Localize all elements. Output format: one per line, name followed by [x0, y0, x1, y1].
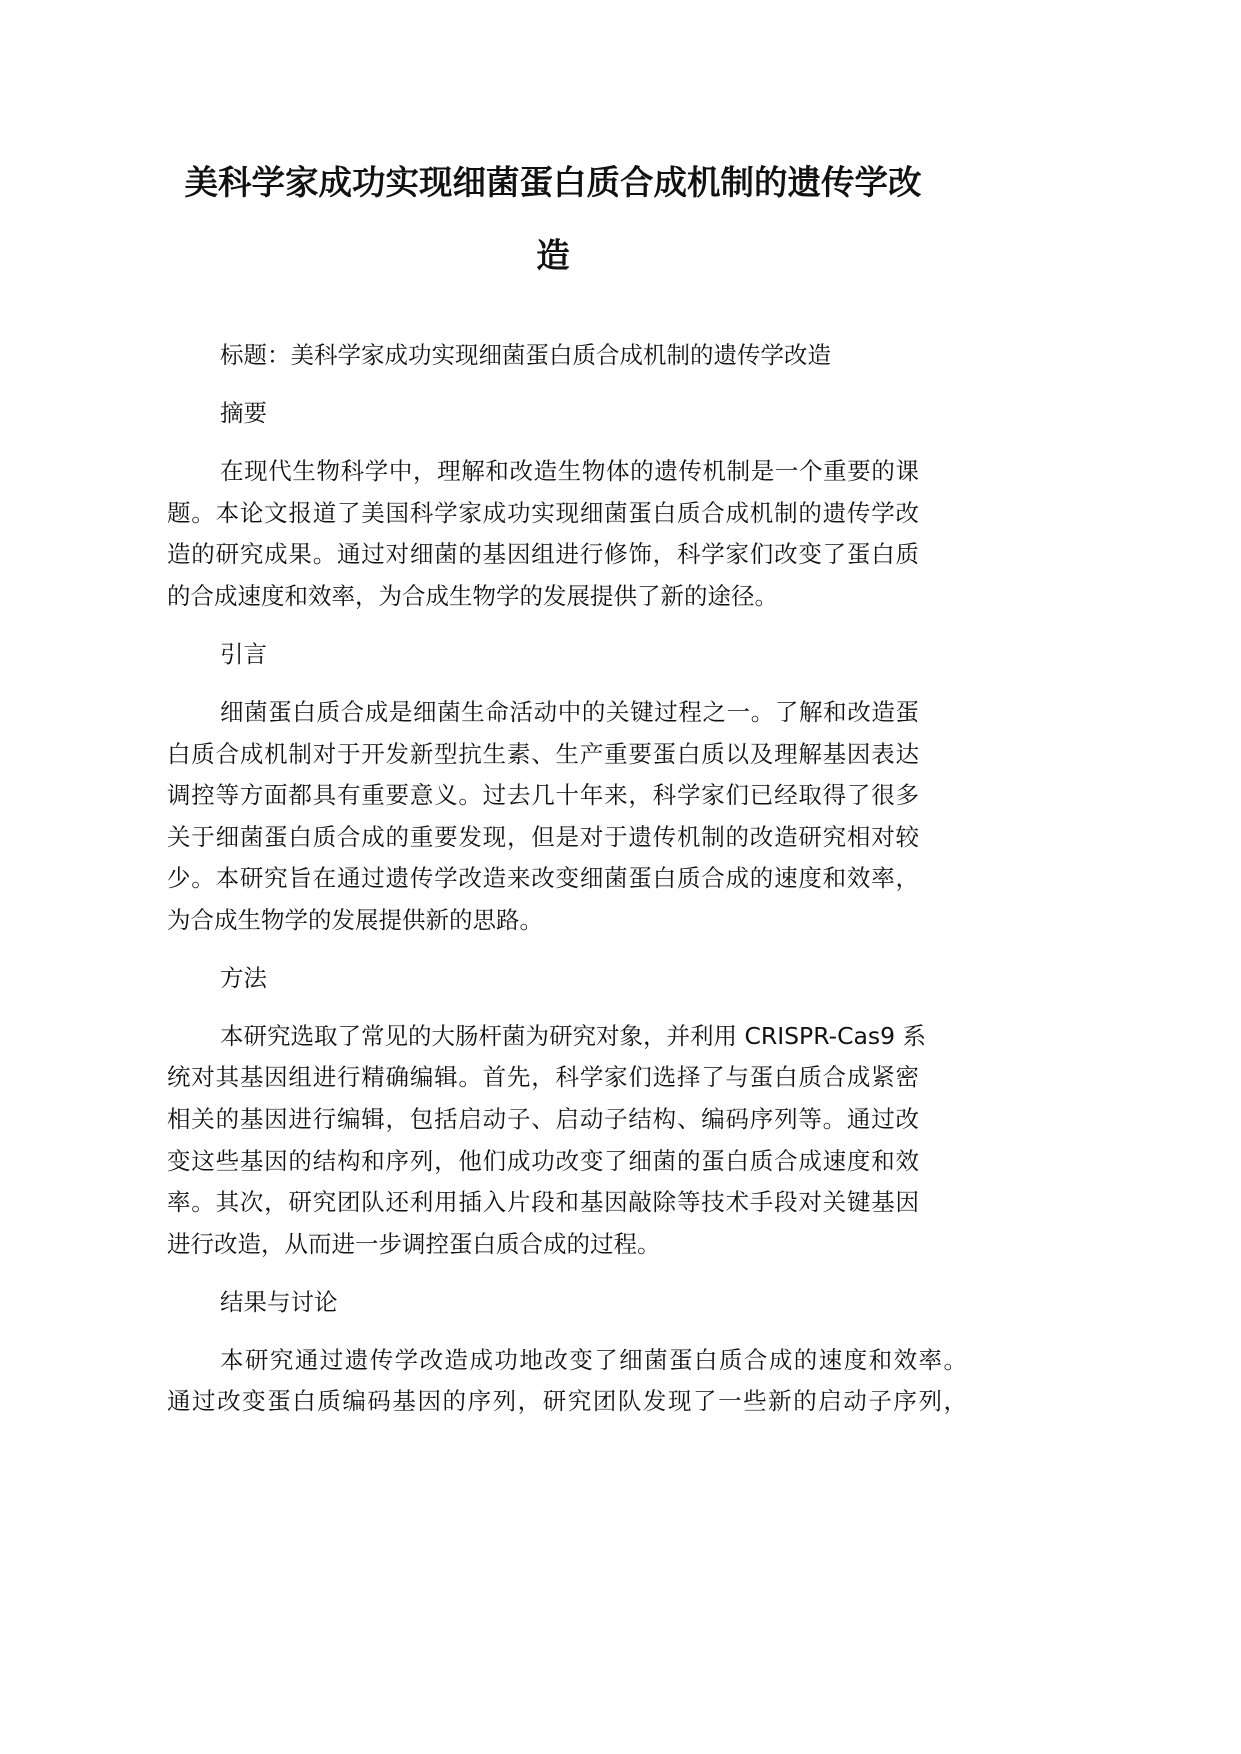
text-line: 相关的基因进行编辑，包括启动子、启动子结构、编码序列等。通过改 — [167, 1105, 919, 1134]
introduction-paragraph — [167, 692, 919, 942]
text-line: 细菌蛋白质合成是细菌生命活动中的关键过程之一。了解和改造蛋 — [220, 697, 919, 726]
text-line: 题。本论文报道了美国科学家成功实现细菌蛋白质合成机制的遗传学改 — [167, 498, 919, 527]
section-heading-abstract: 摘要 — [220, 399, 267, 428]
document-title-line: 造 — [536, 235, 570, 275]
results-discussion-paragraph — [167, 1340, 967, 1423]
text-line: 在现代生物科学中，理解和改造生物体的遗传机制是一个重要的课 — [220, 457, 919, 486]
section-heading-methods: 方法 — [220, 963, 267, 992]
text-line: 本研究选取了常见的大肠杆菌为研究对象，并利用 CRISPR-Cas9 系 — [220, 1021, 927, 1050]
document-title — [167, 146, 939, 292]
title-field: 标题：美科学家成功实现细菌蛋白质合成机制的遗传学改造 — [220, 341, 831, 370]
text-line: 关于细菌蛋白质合成的重要发现，但是对于遗传机制的改造研究相对较 — [167, 822, 919, 851]
text-line: 为合成生物学的发展提供新的思路。 — [167, 905, 543, 934]
section-introduction — [167, 634, 919, 942]
section-abstract — [167, 393, 919, 617]
text-line: 率。其次，研究团队还利用插入片段和基因敲除等技术手段对关键基因 — [167, 1188, 919, 1217]
methods-paragraph — [167, 1016, 927, 1266]
text-line: 本研究通过遗传学改造成功地改变了细菌蛋白质合成的速度和效率。 — [220, 1345, 967, 1374]
section-methods — [167, 958, 927, 1266]
section-results-discussion — [167, 1282, 967, 1423]
section-heading-introduction: 引言 — [220, 639, 267, 668]
text-line: 进行改造，从而进一步调控蛋白质合成的过程。 — [167, 1229, 661, 1258]
document-body — [167, 335, 967, 1439]
text-line: 少。本研究旨在通过遗传学改造来改变细菌蛋白质合成的速度和效率， — [167, 864, 919, 893]
document-title-line: 美科学家成功实现细菌蛋白质合成机制的遗传学改 — [184, 162, 922, 202]
text-line: 的合成速度和效率，为合成生物学的发展提供了新的途径。 — [167, 581, 778, 610]
text-line: 白质合成机制对于开发新型抗生素、生产重要蛋白质以及理解基因表达 — [167, 739, 919, 768]
text-line: 通过改变蛋白质编码基因的序列，研究团队发现了一些新的启动子序列， — [167, 1387, 967, 1416]
text-line: 变这些基因的结构和序列，他们成功改变了细菌的蛋白质合成速度和效 — [167, 1146, 919, 1175]
abstract-paragraph — [167, 451, 919, 617]
text-line: 调控等方面都具有重要意义。过去几十年来，科学家们已经取得了很多 — [167, 781, 919, 810]
section-heading-results-discussion: 结果与讨论 — [220, 1287, 338, 1316]
text-line: 统对其基因组进行精确编辑。首先，科学家们选择了与蛋白质合成紧密 — [167, 1063, 919, 1092]
text-line: 造的研究成果。通过对细菌的基因组进行修饰，科学家们改变了蛋白质 — [167, 540, 919, 569]
